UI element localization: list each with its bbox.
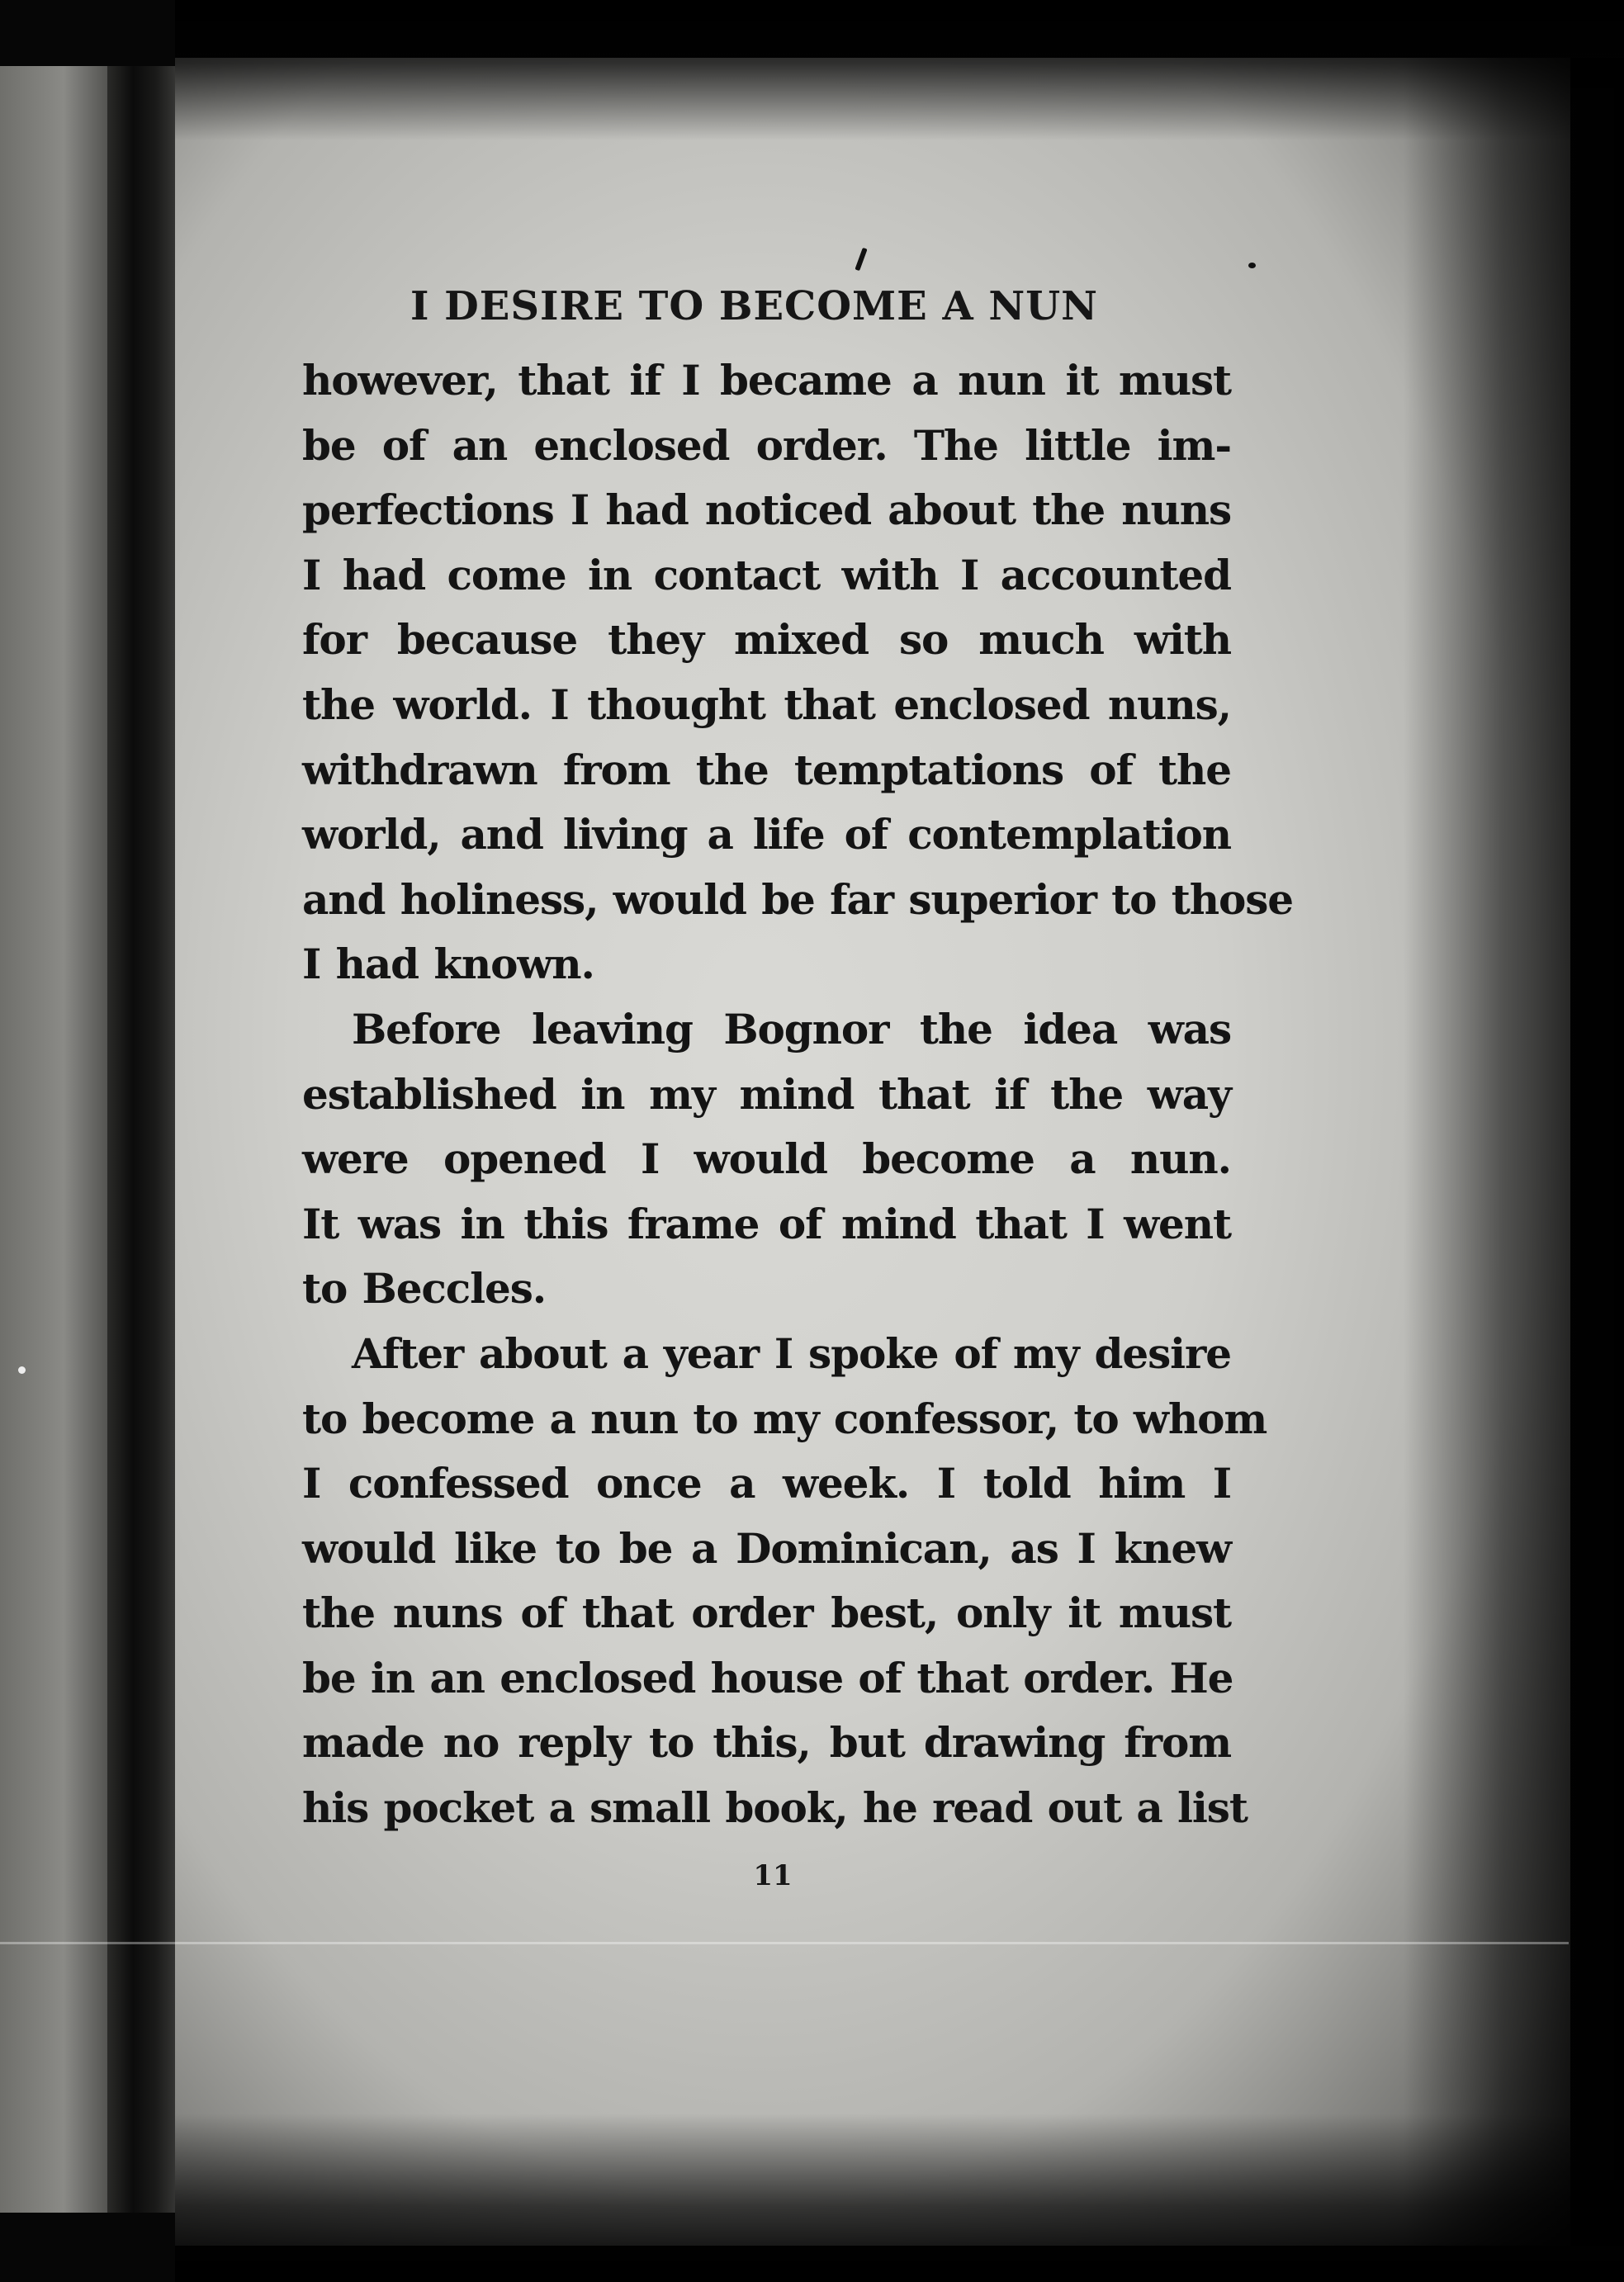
text-line: to become a nun to my confessor, to whom bbox=[302, 1394, 1267, 1443]
left-page-edge bbox=[0, 66, 116, 2213]
text-line: and holiness, would be far superior to those bbox=[302, 874, 1293, 924]
text-line: were opened I would become a nun. bbox=[302, 1134, 1231, 1184]
text-line: Before leaving Bognor the idea was bbox=[352, 1004, 1231, 1053]
page-content bbox=[302, 281, 1293, 1841]
text-line: to Beccles. bbox=[302, 1264, 547, 1314]
text-line: would like to be a Dominican, as I knew bbox=[302, 1523, 1231, 1573]
text-line: perfections I had noticed about the nuns bbox=[302, 485, 1231, 535]
speck bbox=[1248, 263, 1256, 268]
text-line: After about a year I spoke of my desire bbox=[352, 1328, 1231, 1378]
text-line: his pocket a small book, he read out a list bbox=[302, 1783, 1248, 1833]
scan-artifact-line bbox=[0, 1942, 1569, 1944]
text-line: world, and living a life of contemplation bbox=[302, 810, 1231, 859]
text-line: I had known. bbox=[302, 940, 594, 989]
body-text bbox=[302, 348, 1293, 1841]
text-line: I confessed once a week. I told him I bbox=[302, 1459, 1231, 1508]
text-line: be of an enclosed order. The little im- bbox=[302, 420, 1231, 470]
text-line: withdrawn from the temptations of the bbox=[302, 745, 1231, 794]
page-number: 11 bbox=[753, 1859, 793, 1892]
text-line: made no reply to this, but drawing from bbox=[302, 1718, 1231, 1768]
text-line: for because they mixed so much with bbox=[302, 615, 1231, 665]
speck bbox=[18, 1366, 26, 1374]
right-edge-shadow bbox=[1404, 58, 1624, 2246]
top-edge-shadow bbox=[175, 0, 1624, 140]
text-line: I had come in contact with I accounted bbox=[302, 550, 1231, 599]
text-line: established in my mind that if the way bbox=[302, 1069, 1231, 1119]
text-line: be in an enclosed house of that order. He bbox=[302, 1653, 1233, 1702]
text-line: the world. I thought that enclosed nuns, bbox=[302, 679, 1231, 729]
text-line: the nuns of that order best, only it must bbox=[302, 1588, 1231, 1638]
text-line: however, that if I became a nun it must bbox=[302, 356, 1231, 405]
bottom-edge-shadow bbox=[175, 2114, 1624, 2282]
running-head: I DESIRE TO BECOME A NUN bbox=[410, 283, 1099, 329]
text-line: It was in this frame of mind that I went bbox=[302, 1199, 1231, 1248]
book-gutter bbox=[107, 66, 182, 2213]
